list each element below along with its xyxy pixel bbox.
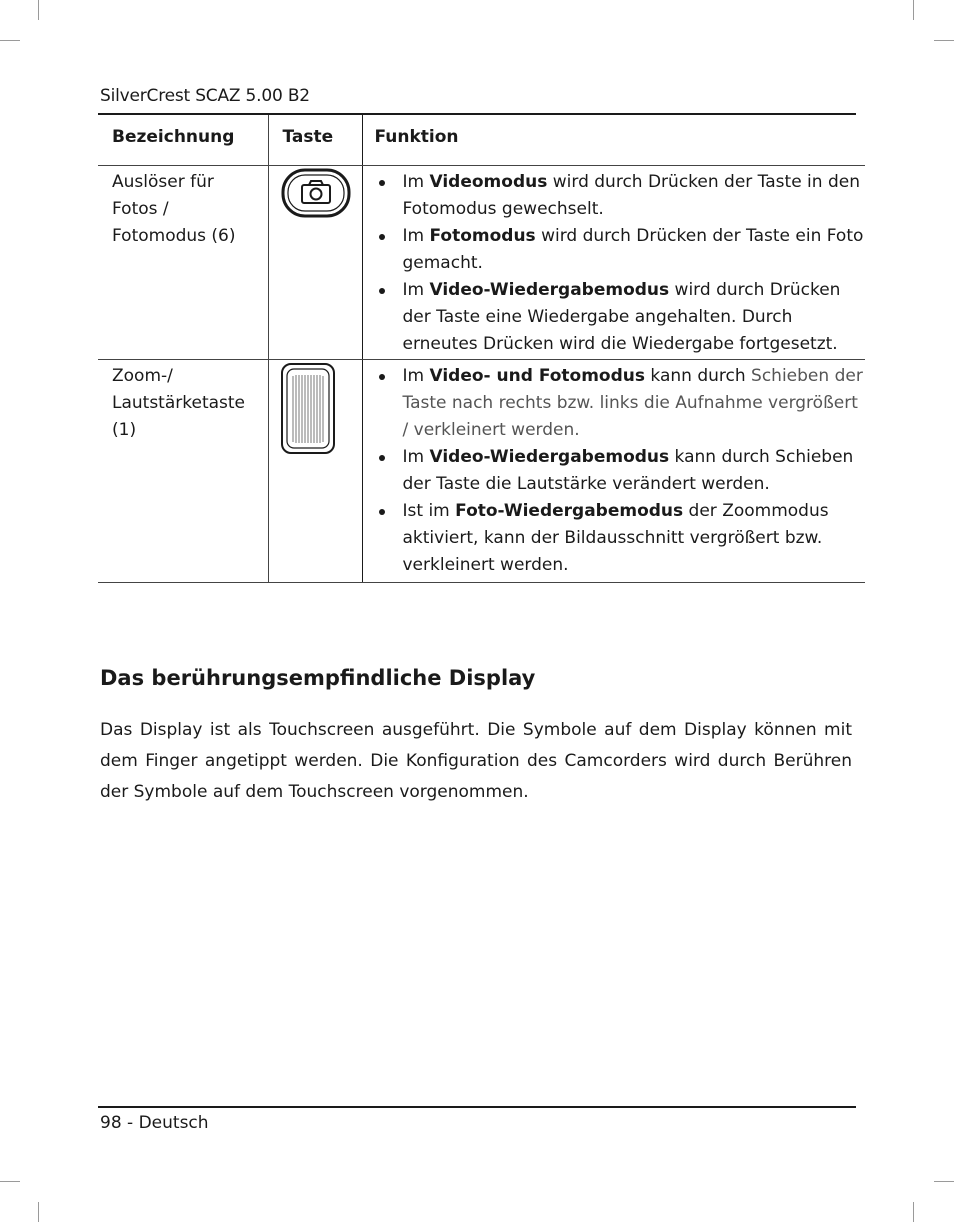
- function-list: [375, 169, 866, 358]
- bullet-text: wird durch Drücken der Taste ein Foto gemacht.: [402, 226, 864, 273]
- bullet-text: wird durch Drücken der Taste in den Fotomodus gewechselt.: [402, 172, 860, 219]
- table-row: [98, 166, 865, 360]
- crop-mark: [38, 1202, 39, 1222]
- bullet-text: wird durch Drücken der Taste eine Wiedergabe angehalten. Durch erneutes Drücken wird die Wiedergabe fortgesetzt.: [402, 280, 841, 354]
- key-icon-cell: [268, 166, 362, 360]
- crop-mark: [913, 1202, 914, 1222]
- camera-shutter-button-icon: [269, 166, 363, 226]
- column-header-bezeichnung: Bezeichnung: [98, 115, 268, 166]
- mode-name: Video-Wiedergabemodus: [429, 280, 670, 300]
- crop-mark: [38, 0, 39, 20]
- key-name-line: Zoom-/: [112, 366, 173, 386]
- list-item: [403, 277, 866, 358]
- key-name-line: Fotos /: [112, 199, 169, 219]
- list-item: [403, 223, 866, 277]
- table-header-row: [98, 115, 865, 166]
- crop-mark: [934, 1181, 954, 1182]
- bullet-text: Schieben der Taste nach rechts bzw. links die Aufnahme vergrößert / verkleinert werden.: [402, 366, 863, 440]
- mode-name: Video-Wiedergabemodus: [429, 447, 670, 467]
- column-header-taste: Taste: [268, 115, 362, 166]
- key-name-cell: [98, 360, 268, 583]
- zoom-volume-rocker-icon: [269, 360, 363, 458]
- key-name-line: (1): [112, 420, 137, 440]
- mode-name: Fotomodus: [429, 226, 536, 246]
- running-header: SilverCrest SCAZ 5.00 B2: [100, 86, 310, 106]
- crop-mark: [934, 40, 954, 41]
- function-cell: [362, 360, 865, 583]
- section-paragraph: Das Display ist als Touchscreen ausgeführt. Die Symbole auf dem Display können mit dem Finger angetippt werden. Die Konfiguration des Camcorders wird durch Berühren der Symbole auf dem Touchscreen vorgenommen.: [100, 720, 852, 802]
- page-footer: 98 - Deutsch: [100, 1113, 209, 1133]
- mode-name: Videomodus: [429, 172, 548, 192]
- key-name-cell: [98, 166, 268, 360]
- crop-mark: [0, 1181, 20, 1182]
- key-name-line: Auslöser für: [112, 172, 214, 192]
- list-item: [403, 363, 866, 444]
- section-heading: Das berührungsempfindliche Display: [100, 666, 536, 690]
- list-item: [403, 169, 866, 223]
- key-name-line: Lautstärketaste: [112, 393, 246, 413]
- bullet-text: Im: [402, 366, 430, 386]
- mode-name: Video- und Fotomodus: [429, 366, 646, 386]
- key-name-line: Fotomodus (6): [112, 226, 236, 246]
- bullet-text: Im: [402, 172, 430, 192]
- footer-rule: [98, 1106, 856, 1108]
- column-header-funktion: Funktion: [362, 115, 865, 166]
- bullet-text: kann durch Schieben der Taste die Lautstärke verändert werden.: [402, 447, 854, 494]
- table-row: [98, 360, 865, 583]
- bullet-text: der Zoommodus aktiviert, kann der Bildausschnitt vergrößert bzw. verkleinert werden.: [402, 501, 829, 575]
- mode-name: Foto-Wiedergabemodus: [455, 501, 684, 521]
- key-function-table: [98, 115, 865, 583]
- bullet-text: Ist im: [402, 501, 456, 521]
- function-list: [375, 363, 866, 579]
- function-cell: [362, 166, 865, 360]
- list-item: [403, 498, 866, 579]
- key-icon-cell: [268, 360, 362, 583]
- bullet-text: Im: [402, 280, 430, 300]
- bullet-text: Im: [402, 226, 430, 246]
- crop-mark: [0, 40, 20, 41]
- crop-mark: [913, 0, 914, 20]
- bullet-text: Im: [402, 447, 430, 467]
- bullet-text: kann durch: [645, 366, 752, 386]
- list-item: [403, 444, 866, 498]
